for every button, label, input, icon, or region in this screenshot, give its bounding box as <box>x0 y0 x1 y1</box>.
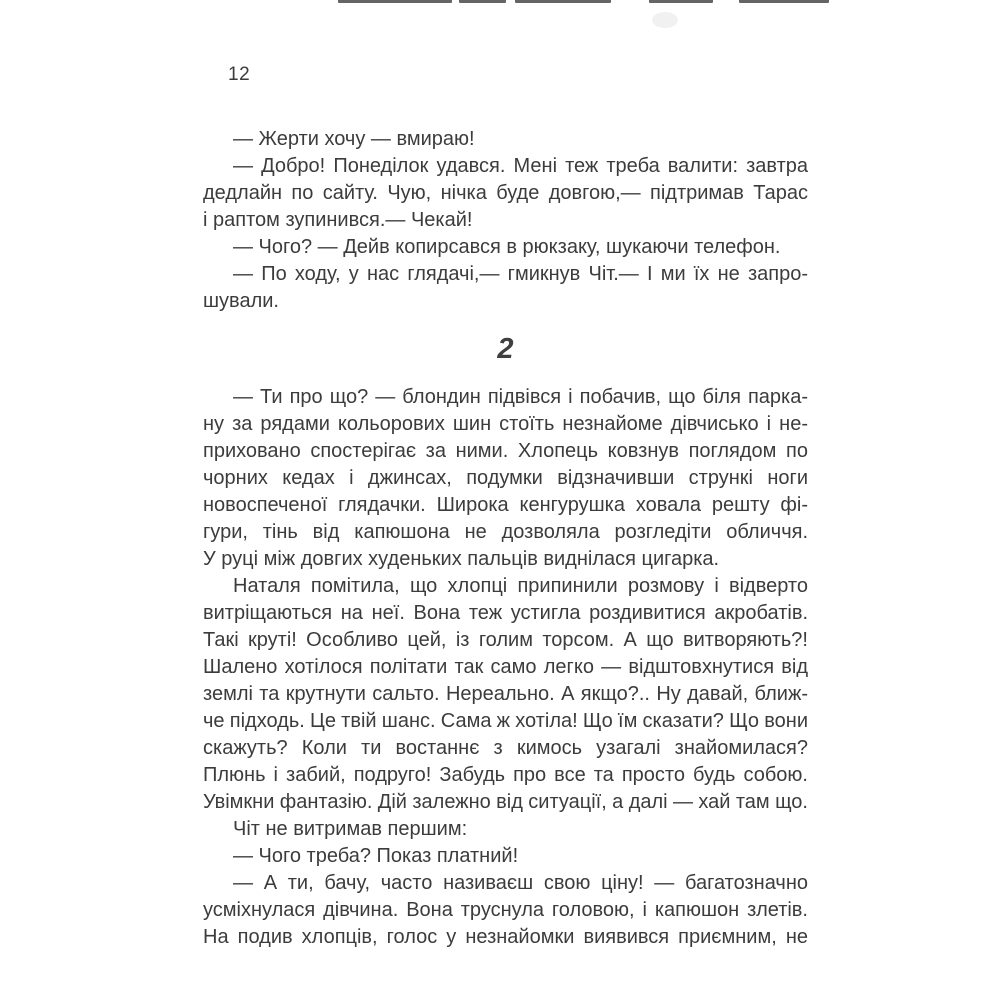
text-line-content: У руці між довгих худеньких пальців виднілася цигарка. <box>203 548 720 570</box>
text-line <box>203 153 808 180</box>
text-line-content: шували. <box>203 290 279 312</box>
text-line-content: На подив хлопців, голос у незнайомки виявився приємним, не <box>203 926 808 948</box>
text-line <box>203 465 808 492</box>
text-line-content: — Добро! Понеділок удався. Мені теж треба валити: завтра <box>233 155 808 177</box>
text-line-content: Увімкни фантазію. Дій залежно від ситуації, а далі — хай там що. <box>203 791 808 813</box>
page-number: 12 <box>228 64 251 85</box>
text-line-content: Такі круті! Особливо цей, із голим торсом. А що витворяють?! <box>203 629 808 651</box>
text-line <box>203 870 808 897</box>
text-line <box>203 438 808 465</box>
text-line <box>203 789 808 816</box>
text-line-content: Шалено хотілося політати так само легко — відштовхнутися від <box>203 656 808 678</box>
text-line <box>203 735 808 762</box>
text-line <box>203 681 808 708</box>
text-line <box>203 411 808 438</box>
narrative-paragraphs-block <box>203 384 808 951</box>
text-line-content: скажуть? Коли ти востаннє з кимось узагалі знайомилася? <box>203 737 808 759</box>
text-line-content: і раптом зупинився.— Чекай! <box>203 209 473 231</box>
chapter-heading: 2 <box>497 333 514 365</box>
text-line-content: — Чого? — Дейв копирсався в рюкзаку, шукаючи телефон. <box>233 236 781 258</box>
text-line <box>203 708 808 735</box>
scan-artifact-segment <box>515 0 611 3</box>
text-line-content: — Чого треба? Показ платний! <box>233 845 519 867</box>
scan-artifact-segment <box>338 0 452 3</box>
text-line-content: Чіт не витримав першим: <box>233 818 468 840</box>
text-line <box>203 546 808 573</box>
text-line <box>203 924 808 951</box>
text-line-content: — Жерти хочу — вмираю! <box>233 128 475 150</box>
text-line-content: Наталя помітила, що хлопці припинили розмову і відверто <box>233 575 808 597</box>
text-line <box>203 207 808 234</box>
text-line <box>203 126 808 153</box>
text-line <box>203 519 808 546</box>
text-line-content: Плюнь і забий, подруго! Забудь про все та просто будь собою. <box>203 764 808 786</box>
scan-artifact-segment <box>739 0 829 3</box>
text-line <box>203 234 808 261</box>
text-line-content: землі та крутнути сальто. Нереально. А якщо?.. Ну давай, ближ- <box>203 683 808 705</box>
text-line <box>203 762 808 789</box>
text-line-content: ну за рядами кольорових шин стоїть незнайоме дівчисько і не- <box>203 413 808 435</box>
dialogue-paragraphs-block <box>203 126 808 315</box>
scan-artifact-segment <box>459 0 506 3</box>
text-line-content: усміхнулася дівчина. Вона труснула головою, і капюшон злетів. <box>203 899 808 921</box>
scan-smudge <box>652 12 678 28</box>
text-line-content: — А ти, бачу, часто називаєш свою ціну! — багатозначно <box>233 872 808 894</box>
text-line-content: гури, тінь від капюшона не дозволяла розгледіти обличчя. <box>203 521 808 543</box>
text-line-content: новоспеченої глядачки. Широка кенгурушка ховала решту фі- <box>203 494 808 516</box>
text-line-content: чорних кедах і джинсах, подумки відзначивши стрункі ноги <box>203 467 808 489</box>
scan-artifact-segment <box>649 0 713 3</box>
text-line-content: — По ходу, у нас глядачі,— гмикнув Чіт.— І ми їх не запро- <box>233 263 808 285</box>
text-line <box>203 288 808 315</box>
text-line-content: че підходь. Це твій шанс. Сама ж хотіла! Що їм сказати? Що вони <box>203 710 808 732</box>
text-line <box>203 816 808 843</box>
text-line <box>203 384 808 411</box>
text-line-content: — Ти про що? — блондин підвівся і побачив, що біля парка- <box>233 386 808 408</box>
text-line <box>203 573 808 600</box>
text-line <box>203 492 808 519</box>
text-line <box>203 897 808 924</box>
text-line-content: витріщаються на неї. Вона теж устигла роздивитися акробатів. <box>203 602 808 624</box>
text-line <box>203 180 808 207</box>
text-line <box>203 261 808 288</box>
text-line <box>203 843 808 870</box>
text-line-content: дедлайн по сайту. Чую, нічка буде довгою,— підтримав Тарас <box>203 182 808 204</box>
text-line <box>203 654 808 681</box>
text-line <box>203 600 808 627</box>
text-line <box>203 627 808 654</box>
text-line-content: приховано спостерігає за ними. Хлопець ковзнув поглядом по <box>203 440 808 462</box>
